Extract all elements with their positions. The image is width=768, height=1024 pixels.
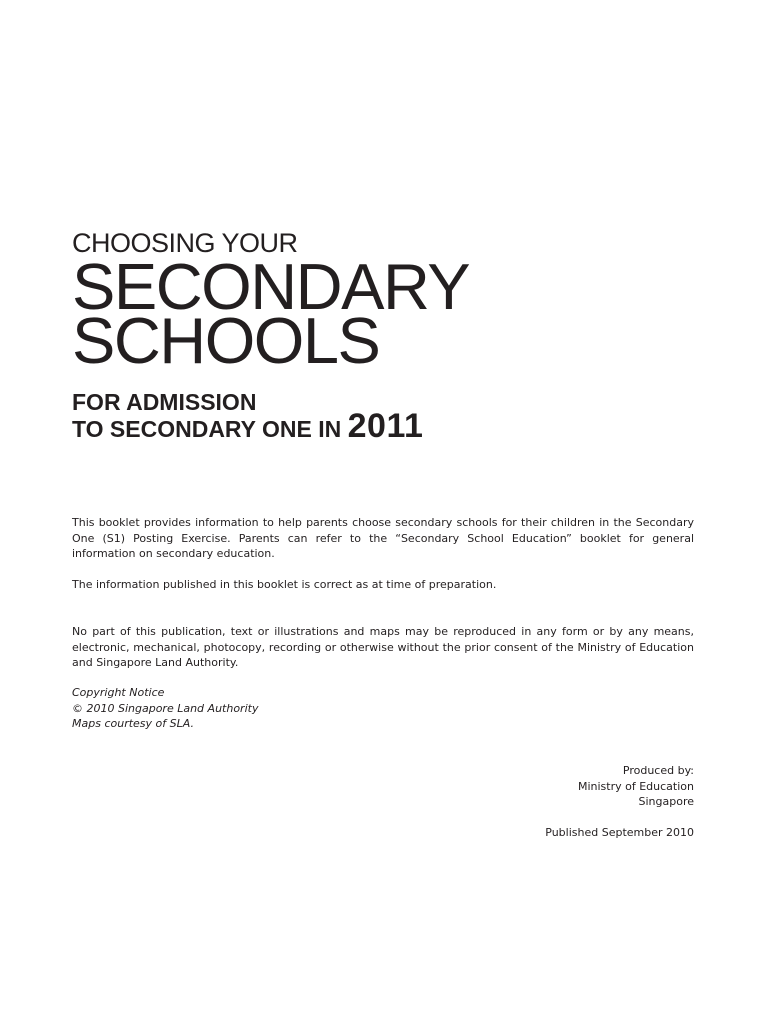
accuracy-paragraph: The information published in this booklet is correct as at time of preparation. [72, 578, 497, 591]
copyright-line1: © 2010 Singapore Land Authority [72, 701, 259, 715]
title-block [72, 228, 470, 445]
producer-country: Singapore [638, 795, 694, 808]
subtitle-line2: TO SECONDARY ONE IN [72, 416, 342, 442]
reproduction-paragraph: No part of this publication, text or illustrations and maps may be reproduced in any form or by any means, electronic, mechanical, photocopy, recording or otherwise without the prior consent of the Ministry of Education and Singapore Land Authority. [72, 625, 694, 669]
copyright-line2: Maps courtesy of SLA. [72, 717, 194, 730]
producer-org: Ministry of Education [577, 779, 694, 793]
copyright-notice [72, 685, 258, 732]
subtitle-line1: FOR ADMISSION [72, 389, 257, 415]
producer-label: Produced by: [622, 764, 694, 777]
subtitle-year: 2011 [347, 407, 424, 445]
title-kicker: CHOOSING YOUR [72, 228, 298, 258]
main-title [72, 250, 470, 377]
subtitle [72, 389, 469, 445]
copyright-heading: Copyright Notice [72, 686, 165, 699]
intro-paragraph: This booklet provides information to help parents choose secondary schools for their children in the Secondary One (S1) Posting Exercise. Parents can refer to the “Secondary School Education” booklet for general information on secondary education. [72, 516, 694, 560]
main-title-line2: SCHOOLS [72, 304, 380, 377]
published-date: Published September 2010 [545, 825, 694, 839]
subtitle-line2-row [72, 407, 469, 445]
main-title-line1: SECONDARY [72, 250, 470, 323]
producer-block [545, 763, 694, 840]
